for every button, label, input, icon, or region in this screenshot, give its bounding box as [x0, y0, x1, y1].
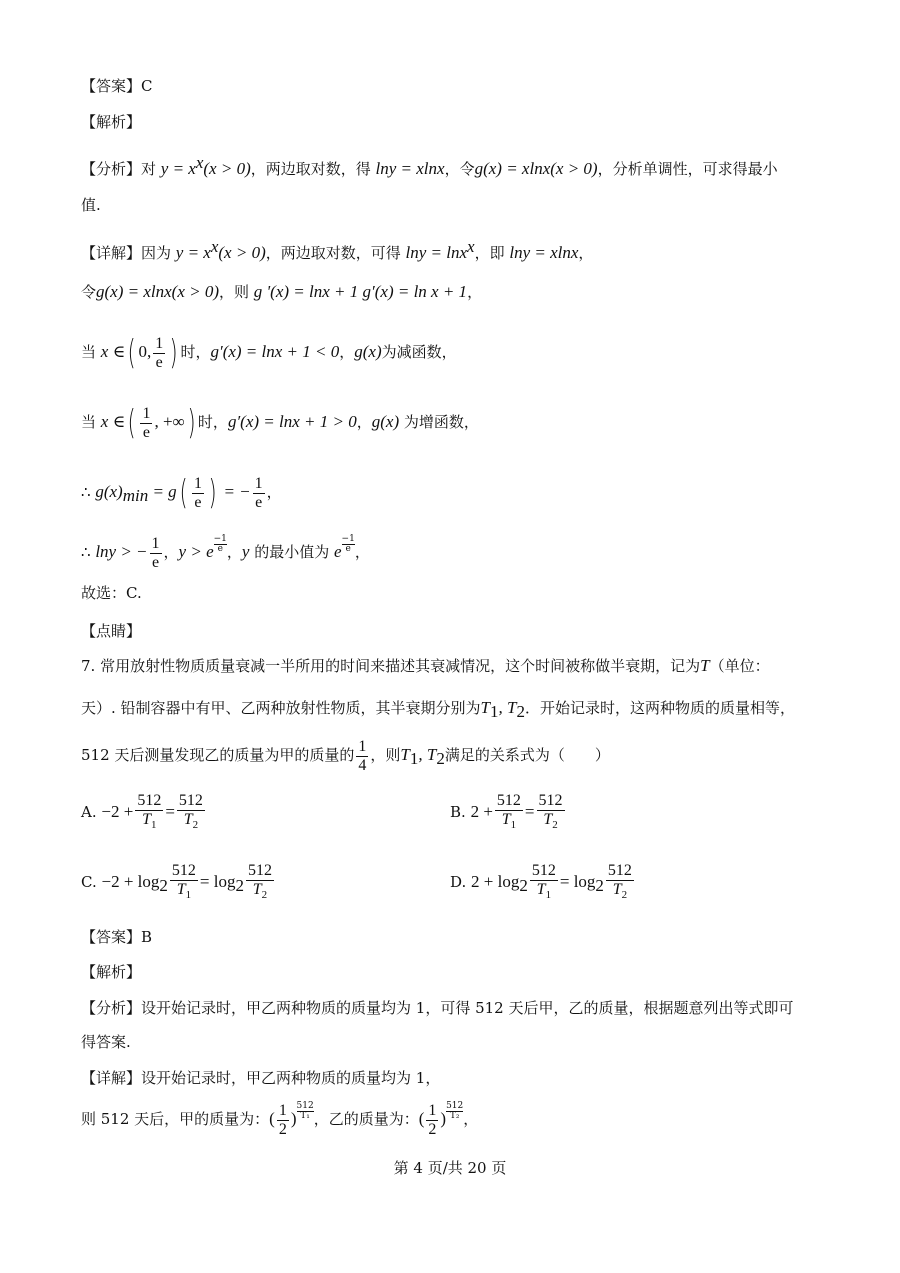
analysis-line: 【分析】对 $y = x^x(x > 0)$，两边取对数，得 lny = xlnx，令g(x) = xlnx(x > 0)，分析单调性，可求得最小	[81, 153, 778, 178]
analysis-heading-2: 【解析】	[81, 963, 142, 981]
fraction: $\frac{1}{e}$	[142, 404, 151, 441]
page-footer: 第 4 页/共 20 页	[393, 1159, 507, 1177]
detail-line-4: 当 x ∈( $\frac{1}{e}$ , +∞) 时，g′(x) = lnx + 1 > 0，g(x) 为增函数，	[81, 403, 479, 443]
detail-line-7: 【详解】设开始记录时，甲乙两种物质的质量均为 1，	[81, 1069, 441, 1087]
exponent-fraction: $\frac{-1}{e}$	[341, 534, 355, 554]
option-b[interactable]: B. 2 + $\frac{512}{T_1}$ = $\frac{512}{T_2}$	[450, 791, 563, 832]
detail-line-2: 令g(x) = xlnx(x > 0)，则 g '(x) = lnx + 1 g′(x) = ln x + 1，	[81, 282, 483, 301]
analysis-line-2: 【分析】设开始记录时，甲乙两种物质的质量均为 1，可得 512 天后甲，乙的质量，根据题意列出等式即可	[81, 999, 794, 1017]
detail-line-8: 则 512 天后，甲的质量为：( $\frac{1}{2}$ ) $\frac{512}{\text{T₁}}$ ，乙的质量为：( $\frac{1}{2}$ ) $\frac{512}{\text{T₂}}$ ，	[81, 1101, 479, 1138]
fraction: $\frac{1}{e}$	[254, 474, 263, 511]
choice-line: 故选：C.	[81, 584, 142, 602]
option-d[interactable]: D. $2 + \log_2$ $\frac{512}{T_1}$ = $\log_2$ $\frac{512}{T_2}$	[450, 861, 632, 902]
fraction: $\frac{1}{e}$	[155, 334, 164, 371]
question-7-line-2: 天）. 铅制容器中有甲、乙两种放射性物质，其半衰期分别为$T_1$, $T_2$．开始记录时，这两种物质的质量相等，	[81, 698, 795, 721]
answer-line: 【答案】C	[81, 77, 153, 95]
question-7-line-1: 7. 常用放射性物质质量衰减一半所用的时间来描述其衰减情况，这个时间被称做半衰期，记为T（单位：	[81, 656, 770, 675]
analysis-line-cont: 值.	[81, 196, 101, 214]
detail-line-6: ∴ lny > − $\frac{1}{e}$ ，y > e $\frac{-1}{e}$ ，y 的最小值为 e $\frac{-1}{e}$ ，	[81, 534, 370, 571]
analysis-heading: 【解析】	[81, 113, 142, 131]
detail-line-1: 【详解】因为 $y = x^x(x > 0)$，两边取对数，可得 lny = lnx$^x$，即 lny = xlnx，	[81, 237, 594, 262]
answer-line-2: 【答案】B	[81, 928, 153, 946]
option-a[interactable]: A. −2 + $\frac{512}{T_1}$ = $\frac{512}{T_2}$	[81, 791, 203, 832]
fraction: $\frac{1}{4}$	[358, 737, 367, 774]
option-c[interactable]: C. $-2 + \log_2$ $\frac{512}{T_1}$ = $\log_2$ $\frac{512}{T_2}$	[81, 861, 272, 902]
detail-line-3: 当 x ∈( 0, $\frac{1}{e}$ ) 时，g′(x) = lnx + 1 < 0，g(x)为减函数，	[81, 333, 457, 373]
fraction: $\frac{1}{e}$	[151, 534, 160, 571]
exponent-fraction: $\frac{-1}{e}$	[213, 534, 227, 554]
remark-heading: 【点睛】	[81, 622, 142, 640]
fraction: $\frac{1}{e}$	[193, 474, 202, 511]
analysis-line-2-cont: 得答案.	[81, 1033, 131, 1051]
question-7-line-3: 512 天后测量发现乙的质量为甲的质量的 $\frac{1}{4}$ ，则$T_1$, $T_2$满足的关系式为（ ）	[81, 737, 610, 774]
detail-line-5: ∴ $g(x)_{min} = g$( $\frac{1}{e}$ ) = − $\frac{1}{e}$ ，	[81, 473, 282, 513]
